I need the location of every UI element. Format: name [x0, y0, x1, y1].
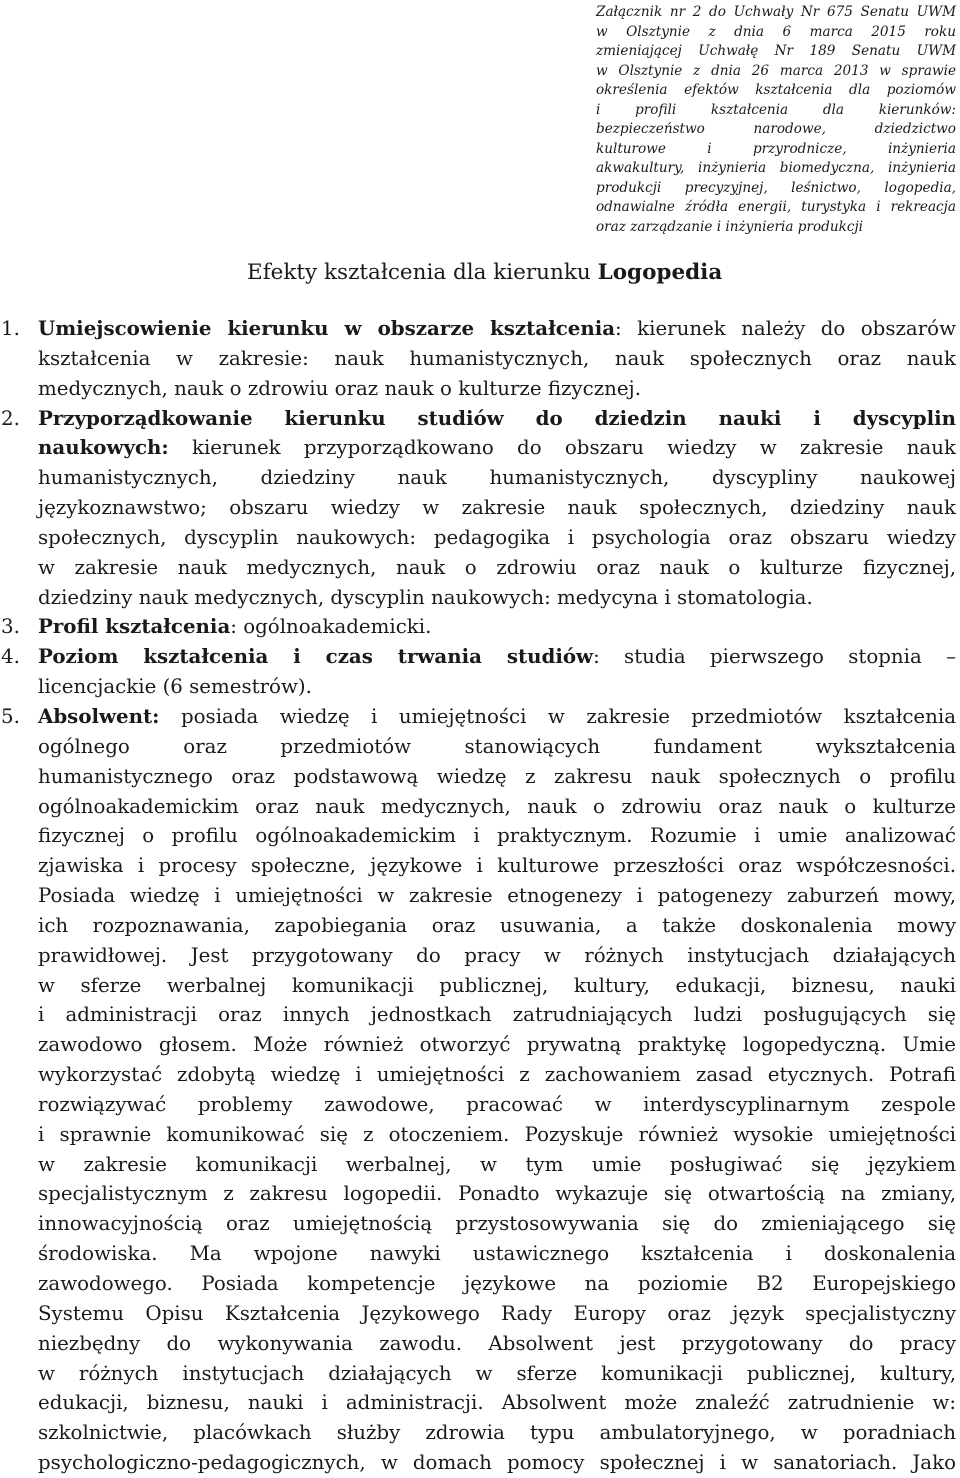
section-heading: Absolwent:: [38, 703, 160, 728]
text-line: wykorzystać zdobytą wiedzę i umiejętności z zachowaniem zasad etycznych. Potrafi: [38, 1063, 956, 1087]
section-heading: Profil kształcenia: [38, 614, 231, 639]
text-line: fizycznej o profilu ogólnoakademickim i praktycznym. Rozumie i umie analizować: [38, 824, 956, 848]
text-line: edukacji, biznesu, nauki i administracji. Absolwent może znaleźć zatrudnienie w:: [38, 1391, 956, 1415]
text-line: ich rozpoznawania, zapobiegania oraz usuwania, a także doskonalenia mowy: [38, 913, 956, 937]
annex-line: oraz zarządzanie i inżynieria produkcji: [596, 218, 864, 235]
text-line: Systemu Opisu Kształcenia Językowego Rady Europy oraz język specjalistyczny: [38, 1301, 956, 1325]
title-program-name: Logopedia: [597, 260, 723, 285]
annex-line: bezpieczeństwo narodowe, dziedzictwo: [596, 121, 956, 137]
section-number: 1.: [1, 317, 20, 340]
section-heading: Poziom kształcenia i czas trwania studiów: [38, 644, 594, 669]
section-heading: naukowych:: [38, 435, 169, 460]
text-line: prawidłowej. Jest przygotowany do pracy w różnych instytucjach działających: [38, 943, 956, 967]
text-line: dziedziny nauk medycznych, dyscyplin naukowych: medycyna i stomatologia.: [38, 585, 813, 609]
text-line: Umiejscowienie kierunku w obszarze kształcenia: kierunek należy do obszarów: [38, 316, 956, 340]
text-line: medycznych, nauk o zdrowiu oraz nauk o kulturze fizycznej.: [38, 376, 641, 400]
text-line: ogólnoakademickim oraz nauk medycznych, nauk o zdrowiu oraz nauk o kulturze: [38, 794, 956, 818]
annex-line: zmieniającej Uchwałę Nr 189 Senatu UWM: [596, 43, 956, 59]
section-number: 4.: [1, 645, 20, 669]
text-line: w zakresie komunikacji werbalnej, w tym umie posługiwać się językiem: [38, 1152, 956, 1176]
annex-line: odnawialne źródła energii, turystyka i rekreacja: [596, 199, 956, 215]
text-line: Poziom kształcenia i czas trwania studiów: studia pierwszego stopnia –: [38, 644, 956, 669]
text-line: w różnych instytucjach działających w sferze komunikacji publicznej, kultury,: [38, 1361, 956, 1385]
text-line: innowacyjnością oraz umiejętnością przystosowywania się do zmieniającego się: [38, 1212, 956, 1236]
text-line: zawodowo głosem. Może również otworzyć prywatną praktykę logopedyczną. Umie: [38, 1033, 956, 1057]
section-number: 2.: [1, 406, 20, 430]
text-line: psychologiczno-pedagogicznych, w domach pomocy społecznej i w sanatoriach. Jako: [38, 1451, 956, 1475]
text-line: humanistycznego oraz podstawową wiedzę z zakresu nauk społecznych o profilu: [38, 764, 956, 788]
text-line: w sferze werbalnej komunikacji publicznej, kultury, edukacji, biznesu, nauki: [38, 973, 956, 997]
section-graduate: [0, 702, 956, 1478]
annex-line: Załącznik nr 2 do Uchwały Nr 675 Senatu UWM: [596, 4, 956, 20]
text-line: językoznawstwo; obszaru wiedzy w zakresie nauk społecznych, dziedziny nauk: [38, 496, 956, 520]
text-line: i administracji oraz innych jednostkach zatrudniających ludzi posługujących się: [38, 1003, 956, 1027]
page-title: [247, 258, 722, 288]
section-number: 3.: [1, 615, 20, 639]
annex-line: w Olsztynie z dnia 26 marca 2013 w sprawie: [596, 62, 956, 79]
text-line: naukowych: kierunek przyporządkowano do obszaru wiedzy w zakresie nauk: [38, 435, 956, 460]
section-heading: Przyporządkowanie kierunku studiów do dziedzin nauki i dyscyplin: [38, 405, 956, 430]
text-line: specjalistycznym z zakresu logopedii. Ponadto wykazuje się otwartością na zmiany,: [38, 1182, 956, 1206]
text-line: licencjackie (6 semestrów).: [38, 675, 312, 699]
annex-line: określenia efektów kształcenia dla poziomów: [596, 82, 956, 98]
document-body: [0, 314, 956, 1478]
annex-line: w Olsztynie z dnia 6 marca 2015 roku: [596, 23, 956, 40]
section-heading: Umiejscowienie kierunku w obszarze kształcenia: [38, 316, 616, 340]
annex-line: i profili kształcenia dla kierunków:: [596, 101, 956, 118]
section-profile: [0, 612, 956, 642]
annex-line: produkcji precyzyjnej, leśnictwo, logopedia,: [596, 179, 956, 196]
text-line: zjawiska i procesy społeczne, językowe i kulturowe przeszłości oraz współczesności.: [38, 854, 956, 878]
title-prefix: Efekty kształcenia dla kierunku: [247, 260, 598, 285]
text-line: ogólnego oraz przedmiotów stanowiących fundament wykształcenia: [38, 734, 956, 758]
text-line: kształcenia w zakresie: nauk humanistycznych, nauk społecznych oraz nauk: [38, 346, 956, 370]
text-line: Absolwent: posiada wiedzę i umiejętności w zakresie przedmiotów kształcenia: [38, 703, 956, 728]
text-line: Posiada wiedzę i umiejętności w zakresie etnogenezy i patogenezy zaburzeń mowy,: [38, 884, 956, 908]
text-line: w zakresie nauk medycznych, nauk o zdrowiu oraz nauk o kulturze fizycznej,: [38, 555, 956, 579]
text-line: szkolnictwie, placówkach służby zdrowia typu ambulatoryjnego, w poradniach: [38, 1421, 956, 1445]
text-line: środowiska. Ma wpojone nawyki ustawicznego kształcenia i doskonalenia: [38, 1242, 956, 1266]
section-number: 5.: [1, 704, 20, 728]
text-line: zawodowego. Posiada kompetencje językowe na poziomie B2 Europejskiego: [38, 1272, 956, 1295]
text-line: rozwiązywać problemy zawodowe, pracować w interdyscyplinarnym zespole: [38, 1092, 956, 1116]
section-disciplines: [0, 404, 956, 613]
text-line: humanistycznych, dziedziny nauk humanistycznych, dyscypliny naukowej: [38, 466, 956, 490]
section-level-duration: [0, 642, 956, 702]
text-line: społecznych, dyscyplin naukowych: pedagogika i psychologia oraz obszaru wiedzy: [38, 525, 956, 549]
section-location: [0, 314, 956, 404]
annex-line: kulturowe i przyrodnicze, inżynieria: [596, 140, 956, 157]
annex-line: akwakultury, inżynieria biomedyczna, inżynieria: [596, 160, 956, 176]
text-line: i sprawnie komunikować się z otoczeniem. Pozyskuje również wysokie umiejętności: [38, 1122, 956, 1146]
resolution-annex-note: [596, 3, 956, 237]
text-line: Profil kształcenia: ogólnoakademicki.: [38, 614, 432, 639]
text-line: niezbędny do wykonywania zawodu. Absolwent jest przygotowany do pracy: [38, 1331, 956, 1355]
